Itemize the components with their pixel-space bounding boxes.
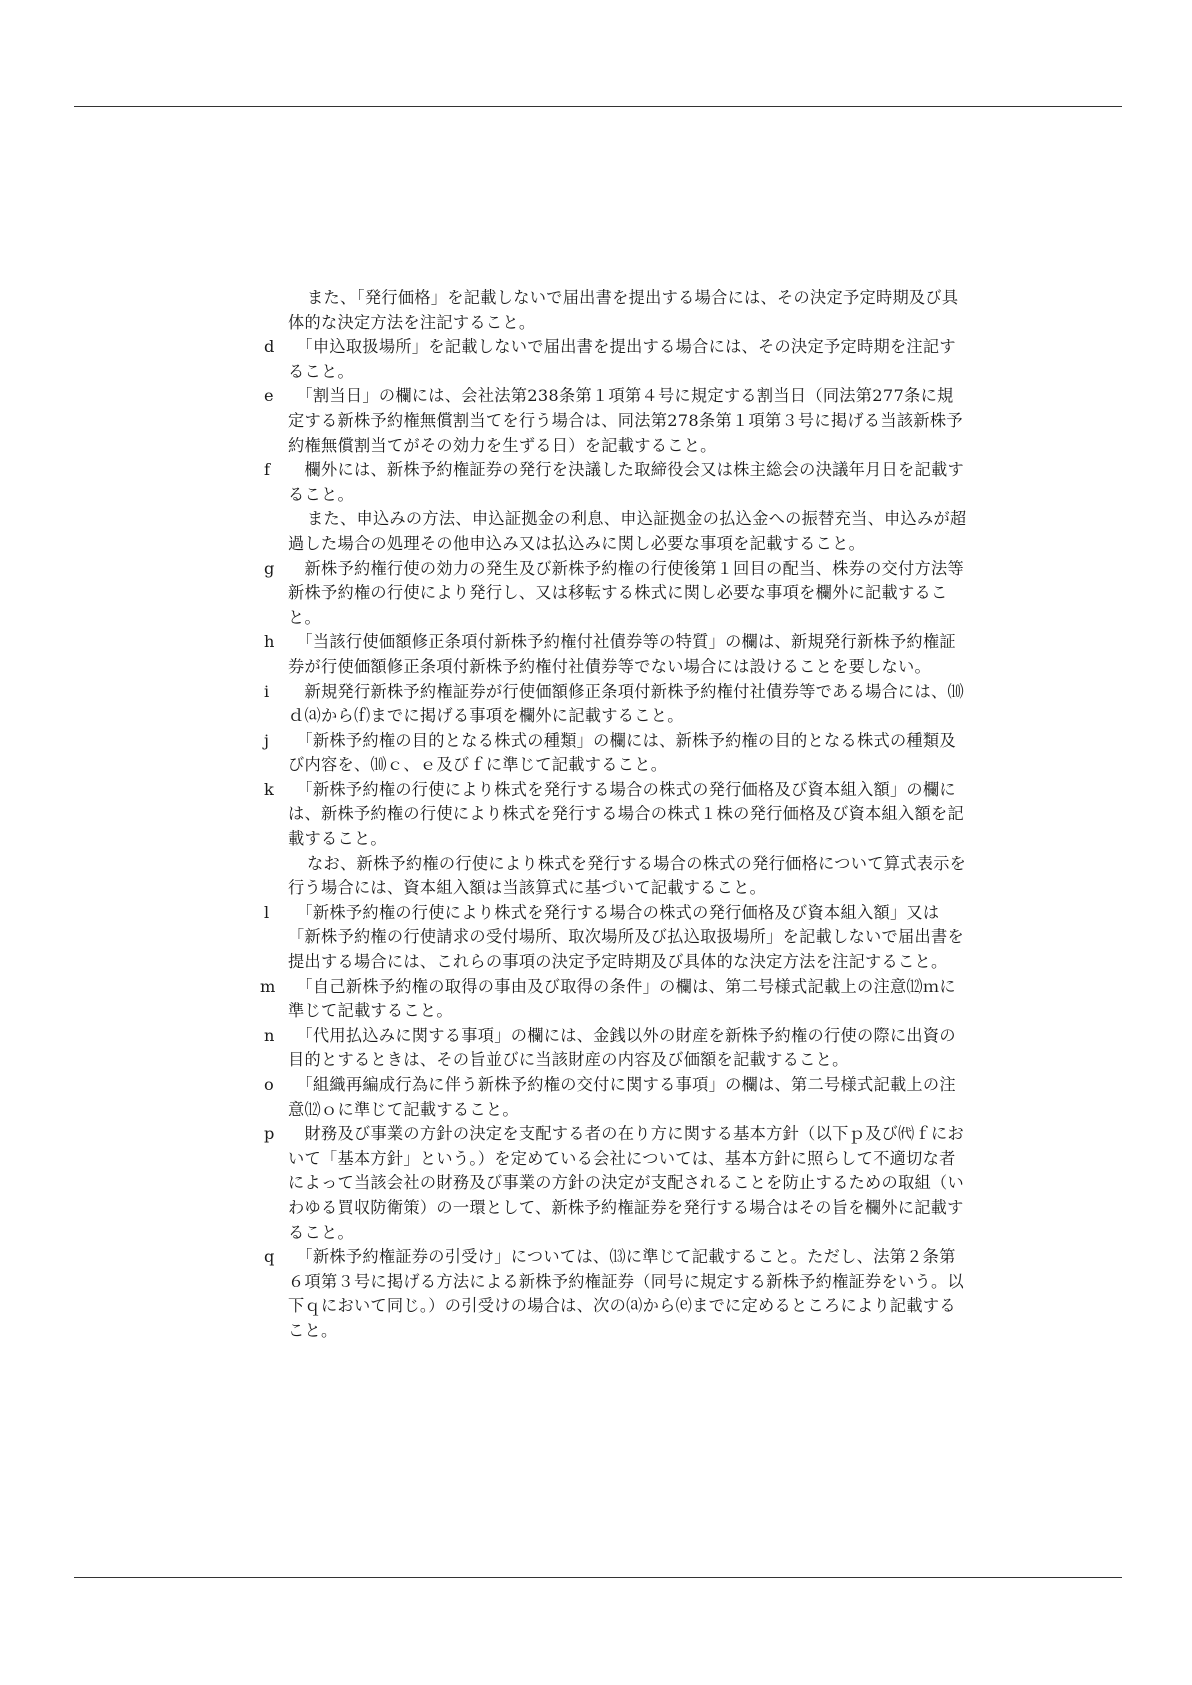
paragraph-q: q 「新株予約権証券の引受け」については、⒀に準じて記載すること。ただし、法第２条第６項第３号に掲げる方法による新株予約権証券（同号に規定する新株予約権証券をいう。以下ｑにおいて同じ。）の引受けの場合は、次の⒜から⒠までに定めるところにより記載すること。 [264, 1247, 964, 1340]
item-marker: o [264, 1075, 275, 1094]
item-marker: j [264, 730, 270, 750]
item-marker: n [264, 1025, 275, 1045]
header-rule [74, 106, 1122, 107]
paragraph-l: l 「新株予約権の行使により株式を発行する場合の株式の発行価格及び資本組入額」又は「新株予約権の行使請求の受付場所、取次場所及び払込取扱場所」を記載しないで届出書を提出する場合には、これらの事項の決定予定時期及び具体的な決定方法を注記すること。 [264, 902, 964, 972]
paragraph-o: o 「組織再編成行為に伴う新株予約権の交付に関する事項」の欄は、第二号様式記載上の注意⑿ｏに準じて記載すること。 [264, 1075, 956, 1119]
paragraph-d: d 「申込取扱場所」を記載しないで届出書を提出する場合には、その決定予定時期を注記すること。 [264, 337, 956, 381]
item-marker: g [264, 558, 275, 578]
item-marker: i [264, 681, 270, 701]
item-marker: d [264, 337, 275, 357]
paragraph-m: m 「自己新株予約権の取得の事由及び取得の条件」の欄は、第二号様式記載上の注意⑿ｍに準じて記載すること。 [260, 976, 956, 1021]
paragraph-h: h 「当該行使価額修正条項付新株予約権付社債券等の特質」の欄は、新規発行新株予約権証券が行使価額修正条項付新株予約権付社債券等でない場合には設けることを要しない。 [264, 632, 956, 676]
item-marker: l [264, 902, 270, 922]
item-marker: m [260, 976, 276, 996]
paragraph-f: f 欄外には、新株予約権証券の発行を決議した取締役会又は株主総会の決議年月日を記載すること。 [264, 460, 964, 504]
footer-rule [74, 1577, 1122, 1578]
item-marker: p [264, 1124, 275, 1144]
paragraph-f-continued: また、申込みの方法、申込証拠金の利息、申込証拠金の払込金への振替充当、申込みが超過した場合の処理その他申込み又は払込みに関し必要な事項を記載すること。 [288, 509, 967, 553]
paragraph-i: i 新規発行新株予約権証券が行使価額修正条項付新株予約権付社債券等である場合には、⑽ｄ⒜から⒡までに掲げる事項を欄外に記載すること。 [264, 681, 964, 726]
paragraph-p: p 財務及び事業の方針の決定を支配する者の在り方に関する基本方針（以下ｐ及び㈹ｆにおいて「基本方針」という。）を定めている会社については、基本方針に照らして不適切な者によって当該会社の財務及び事業の方針の決定が支配されることを防止するための取組（いわゆる買収防衛策）の一環として、新株予約権証券を発行する場合はその旨を欄外に記載すること。 [264, 1124, 964, 1242]
item-marker: q [264, 1247, 275, 1267]
paragraph-e: e 「割当日」の欄には、会社法第238条第１項第４号に規定する割当日（同法第277条に規定する新株予約権無償割当てを行う場合は、同法第278条第１項第３号に掲げる当該新株予約権無償割当てがその効力を生ずる日）を記載すること。 [264, 386, 963, 455]
item-marker: h [264, 632, 275, 652]
paragraph-j: j 「新株予約権の目的となる株式の種類」の欄には、新株予約権の目的となる株式の種類及び内容を、⑽ｃ、ｅ及びｆに準じて記載すること。 [264, 730, 956, 775]
paragraph-n: n 「代用払込みに関する事項」の欄には、金銭以外の財産を新株予約権の行使の際に出資の目的とするときは、その旨並びに当該財産の内容及び価額を記載すること。 [264, 1025, 956, 1070]
item-marker: k [264, 779, 275, 799]
item-marker: e [264, 386, 274, 406]
paragraph-k-continued: なお、新株予約権の行使により株式を発行する場合の株式の発行価格について算式表示を行う場合には、資本組入額は当該算式に基づいて記載すること。 [288, 853, 967, 898]
item-marker: f [264, 460, 271, 480]
paragraph-c-continued: また、「発行価格」を記載しないで届出書を提出する場合には、その決定予定時期及び具体的な決定方法を注記すること。 [288, 288, 959, 332]
paragraph-g: g 新株予約権行使の効力の発生及び新株予約権の行使後第１回目の配当、株券の交付方法等新株予約権の行使により発行し、又は移転する株式に関し必要な事項を欄外に記載すること。 [264, 558, 964, 627]
document-body [260, 286, 967, 1344]
paragraph-k: k 「新株予約権の行使により株式を発行する場合の株式の発行価格及び資本組入額」の欄には、新株予約権の行使により株式を発行する場合の株式１株の発行価格及び資本組入額を記載すること。 [264, 779, 964, 849]
